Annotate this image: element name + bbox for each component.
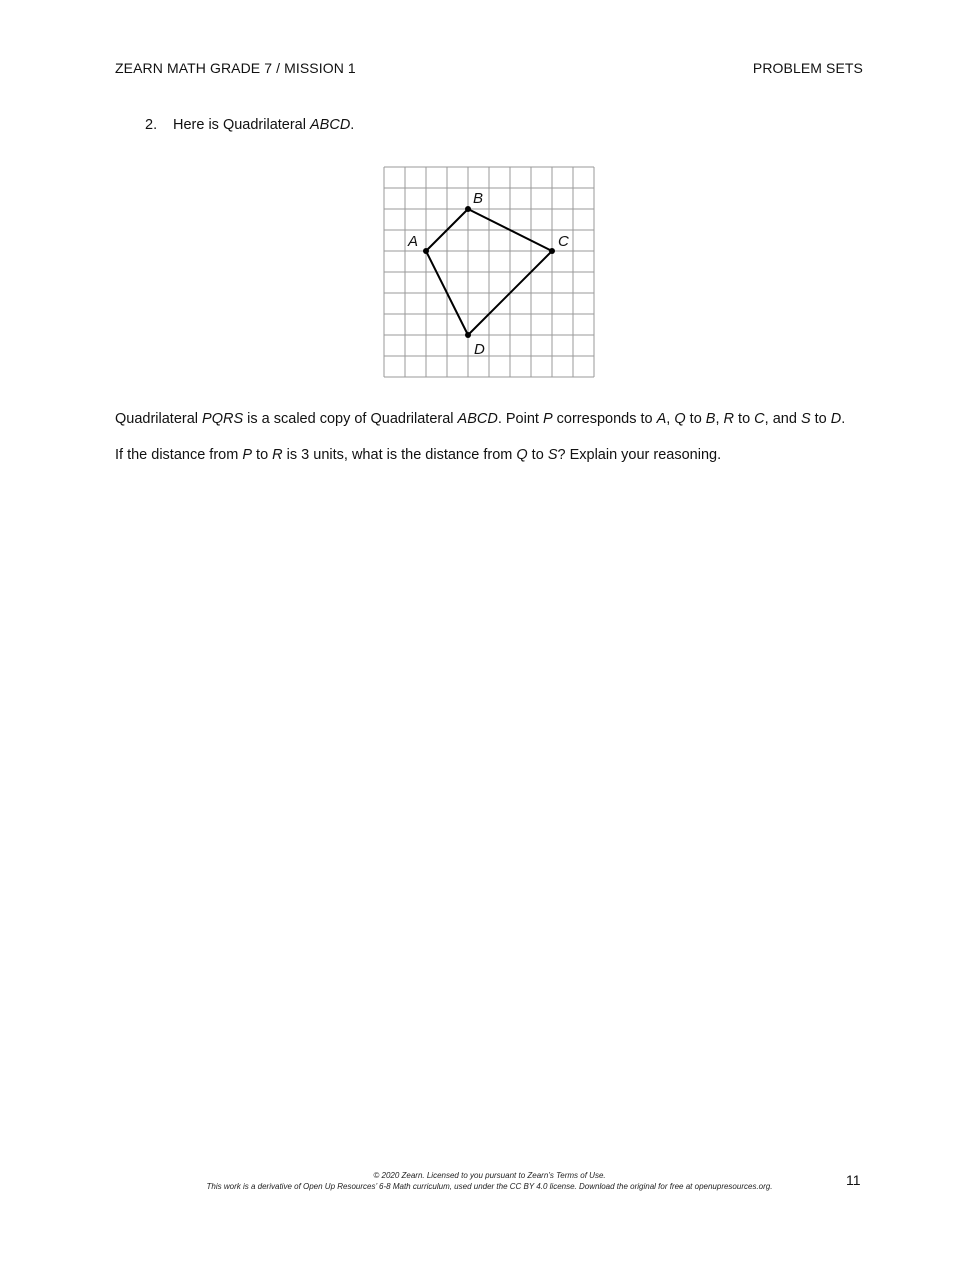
intro-end: . [350,117,355,133]
math-name: C [754,411,765,427]
footer-copyright: © 2020 Zearn. Licensed to you pursuant to Zearn’s Terms of Use. [373,1171,606,1180]
math-name: R [723,411,735,427]
text: to [734,411,755,427]
math-name: P [542,411,553,427]
problem-number: 2. [145,117,158,133]
math-name: PQRS [202,411,244,427]
intro-name: ABCD [310,117,351,133]
math-name: D [830,411,842,427]
text: to [810,411,831,427]
text: is 3 units, what is the distance from [282,447,517,463]
math-name: Q [674,411,686,427]
intro-text: Here is Quadrilateral [173,117,310,133]
paragraph-question [115,447,721,463]
vertex-label-c: C [558,233,569,250]
text: corresponds to [552,411,657,427]
grid-lines [384,167,594,377]
text: If the distance from [115,447,243,463]
math-name: A [656,411,667,427]
text: . Point [497,411,543,427]
header-title: ZEARN MATH GRADE 7 / MISSION 1 [115,60,356,76]
problem-intro [145,117,354,133]
text: , [715,411,724,427]
text: to [252,447,273,463]
math-name: B [705,411,716,427]
text: ? Explain your reasoning. [557,447,722,463]
math-name: Q [516,447,528,463]
vertex-label-b: B [473,190,484,207]
math-name: ABCD [457,411,498,427]
header-section: PROBLEM SETS [752,60,863,76]
vertex-label-a: A [408,233,419,250]
vertex-a [423,248,429,254]
quadrilateral-grid-figure [383,166,595,378]
page-number: 11 [846,1172,861,1188]
text: , and [764,411,801,427]
text: is a scaled copy of Quadrilateral [243,411,458,427]
math-name: R [272,447,283,463]
vertex-d [465,332,471,338]
text: to [685,411,706,427]
quadrilateral-vertices [407,190,569,358]
vertex-c [549,248,555,254]
math-name: P [242,447,253,463]
vertex-b [465,206,471,212]
footer-derivative-notice: This work is a derivative of Open Up Resources’ 6-8 Math curriculum, used under the CC BY 4.0 license. Download the original for free at openupresources.org. [206,1182,773,1191]
text: to [527,447,548,463]
text: Quadrilateral [115,411,203,427]
footer-license [0,1170,979,1192]
math-name: S [547,447,558,463]
text: . [841,411,846,427]
text: , [666,411,675,427]
vertex-label-d: D [474,341,485,358]
paragraph-scaled-copy [115,411,845,427]
math-name: S [800,411,811,427]
